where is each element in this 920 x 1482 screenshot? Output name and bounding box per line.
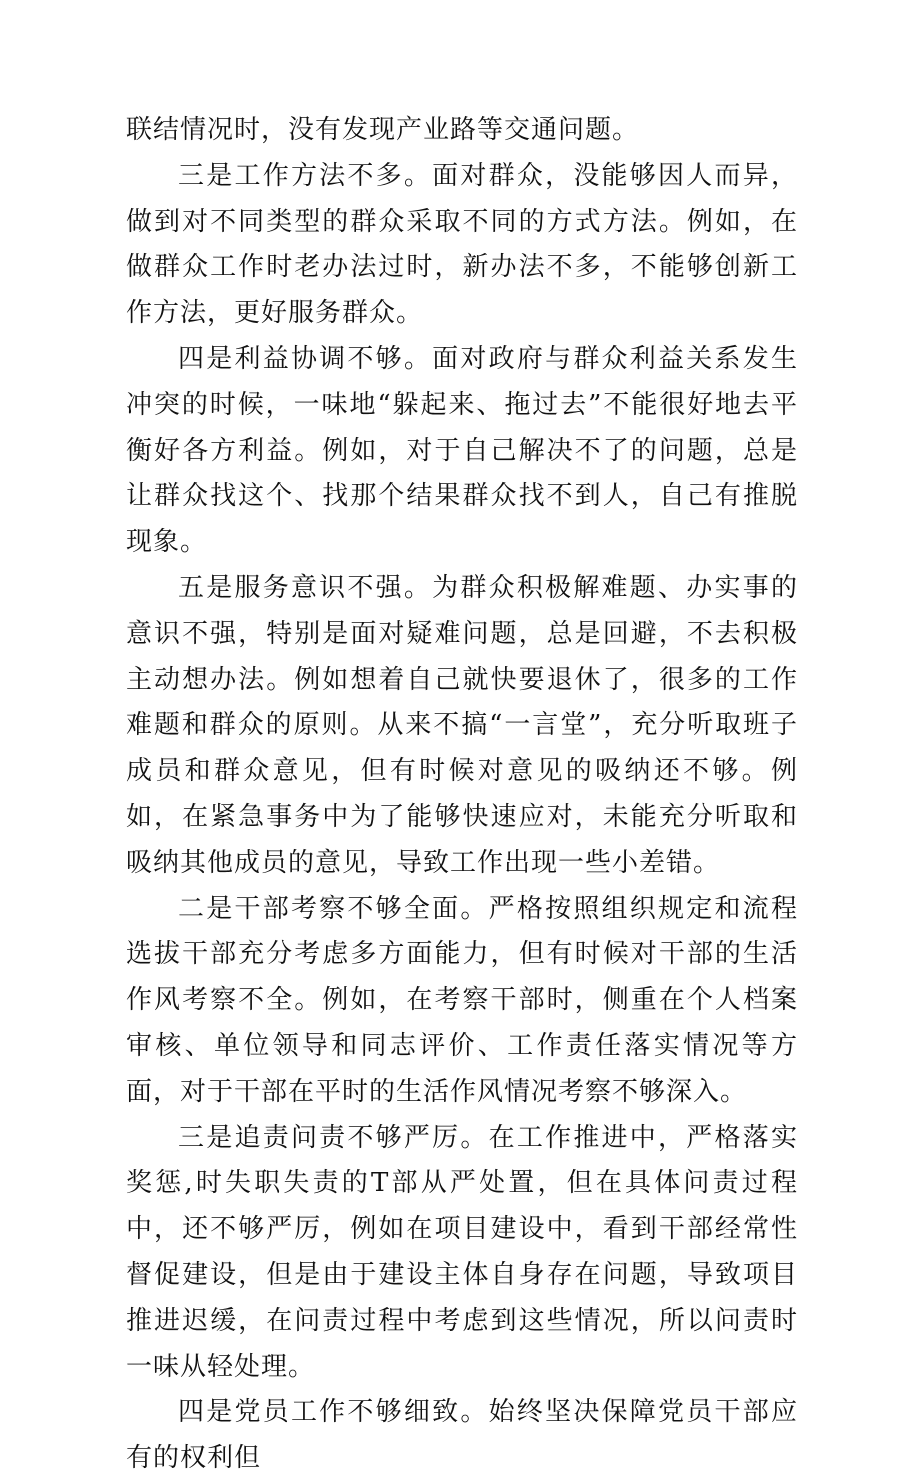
paragraph-party-member-work: 四是党员工作不够细致。始终坚决保障党员干部应有的权利但: [126, 1397, 798, 1474]
paragraph-continuation: 联结情况时，没有发现产业路等交通问题。: [126, 115, 640, 145]
paragraph-service-awareness: 五是服务意识不强。为群众积极解难题、办实事的意识不强，特别是面对疑难问题，总是回避，不去积极主动想办法。例如想着自己就快要退休了，很多的工作难题和群众的原则。从来不搞“一言堂”，充分听取班子成员和群众意见，但有时候对意见的吸纳还不够。例如，在紧急事务中为了能够快速应对，未能充分听取和吸纳其他成员的意见，导致工作出现一些小差错。: [126, 572, 798, 878]
paragraph-cadre-inspection: 二是干部考察不够全面。严格按照组织规定和流程选拔干部充分考虑多方面能力，但有时候对干部的生活作风考察不全。例如，在考察干部时，侧重在个人档案审核、单位领导和同志评价、工作责任落实情况等方面，对于干部在平时的生活作风情况考察不够深入。: [126, 893, 798, 1107]
paragraph-interest-coordination: 四是利益协调不够。面对政府与群众利益关系发生冲突的时候，一味地“躲起来、拖过去”不能很好地去平衡好各方利益。例如，对于自己解决不了的问题，总是让群众找这个、找那个结果群众找不到人，自己有推脱现象。: [126, 343, 798, 558]
paragraph-accountability: 三是追责问责不够严厉。在工作推进中，严格落实奖惩,时失职失责的T部从严处置，但在具体问责过程中，还不够严厉，例如在项目建设中，看到干部经常性督促建设，但是由于建设主体自身存在问题，导致项目推进迟缓，在问责过程中考虑到这些情况，所以问责时一味从轻处理。: [126, 1122, 798, 1382]
paragraph-work-methods: 三是工作方法不多。面对群众，没能够因人而异，做到对不同类型的群众采取不同的方式方法。例如，在做群众工作时老办法过时，新办法不多，不能够创新工作方法，更好服务群众。: [126, 160, 798, 329]
